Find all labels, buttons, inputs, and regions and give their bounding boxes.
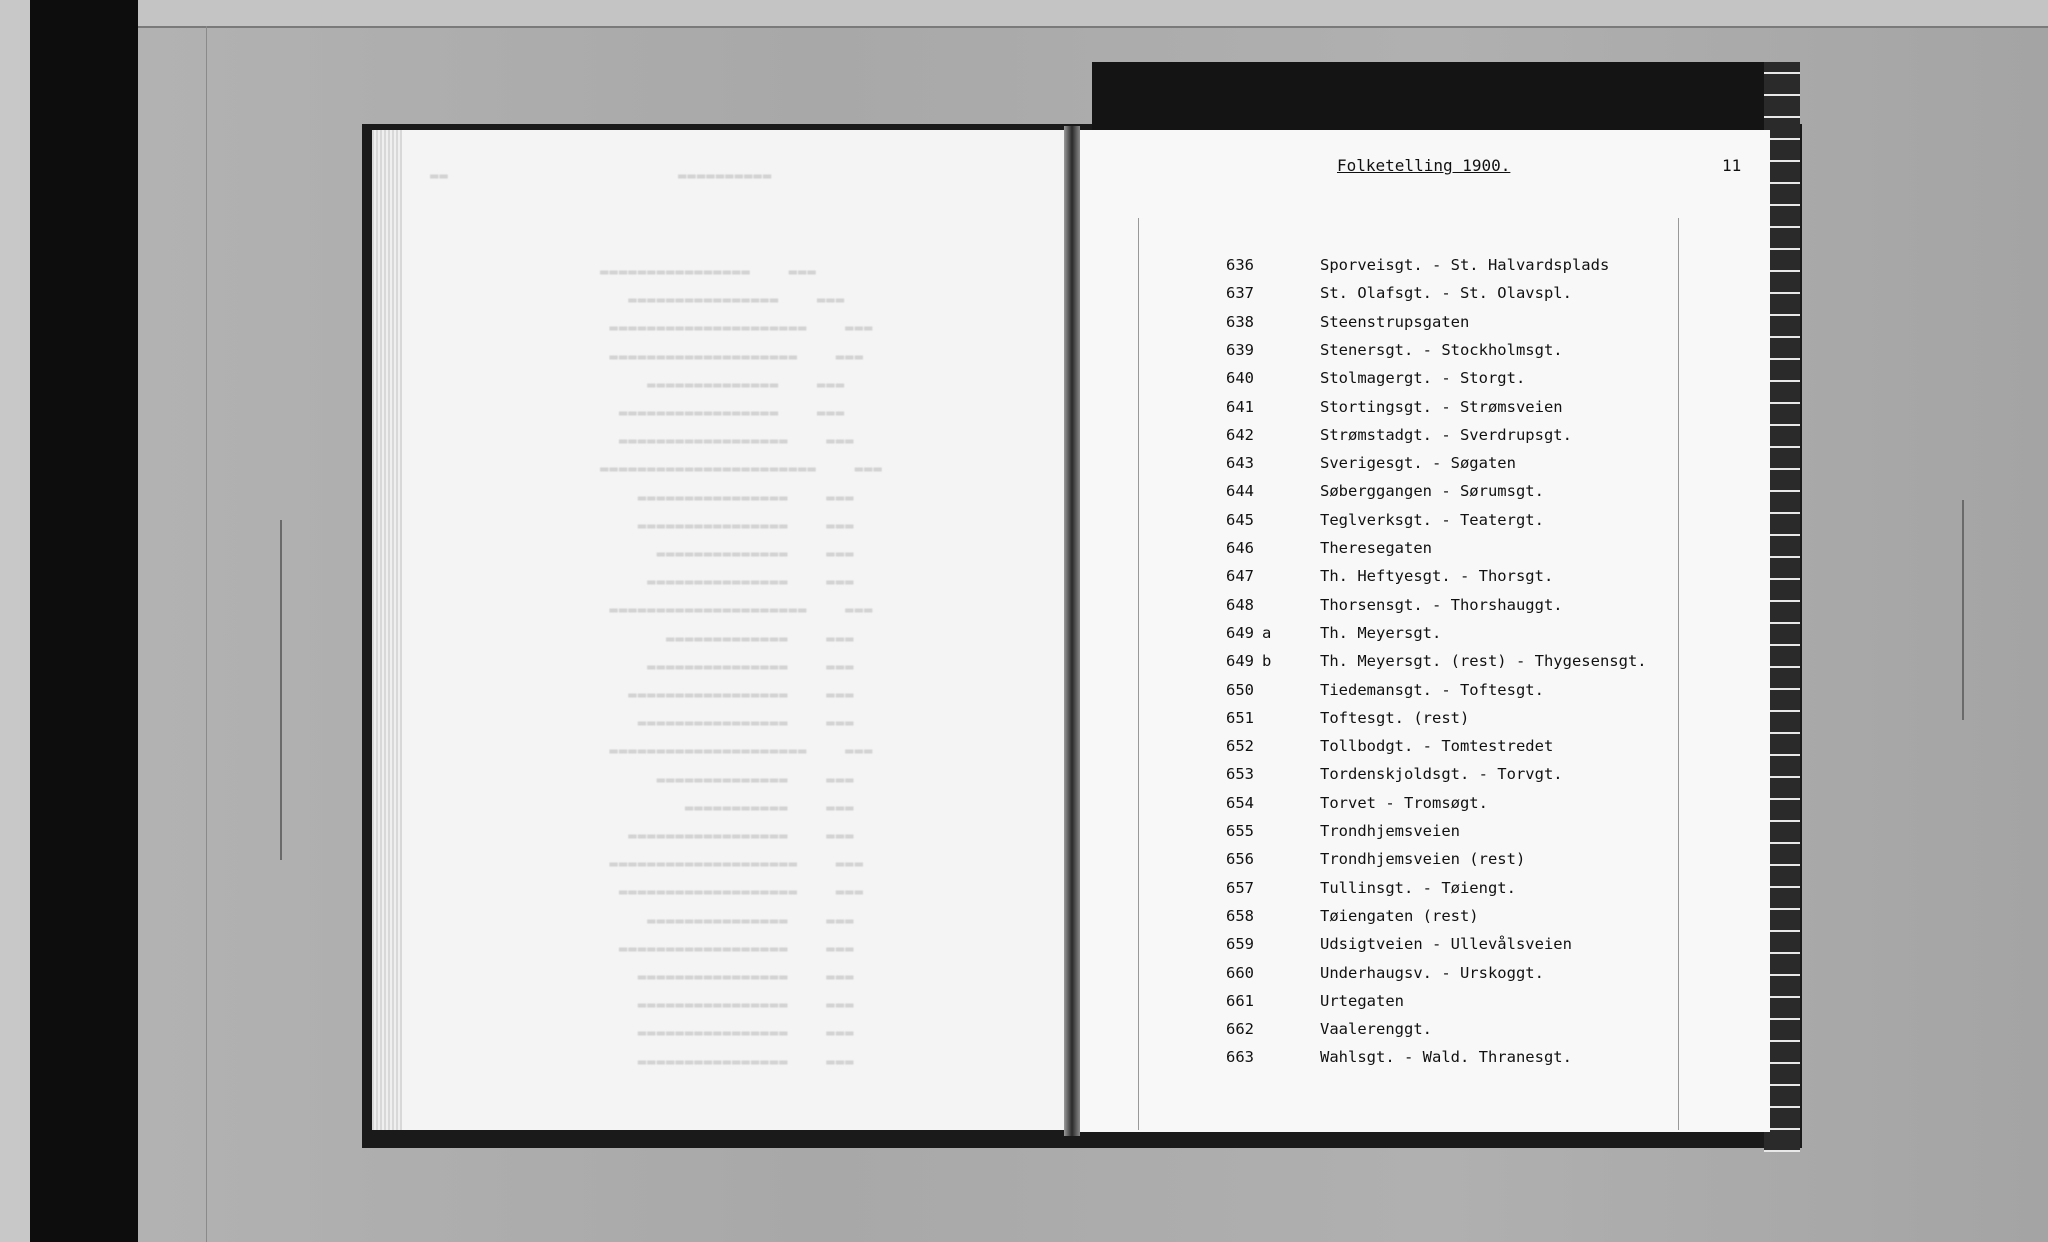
- entry-street-name: Tiedemansgt. - Toftesgt.: [1320, 680, 1544, 699]
- entry-street-name: Teglverksgt. - Teatergt.: [1320, 510, 1544, 529]
- entry-street-name: Th. Meyersgt. (rest) - Thygesensgt.: [1320, 652, 1647, 671]
- entry-street-name: Thorsensgt. - Thorshauggt.: [1320, 595, 1563, 614]
- entry-street-name: Steenstrupsgaten: [1320, 312, 1470, 331]
- list-item: [1226, 567, 1726, 595]
- list-item: [1226, 992, 1726, 1020]
- list-item: [1226, 426, 1726, 454]
- list-item: [1226, 596, 1726, 624]
- entry-street-name: Toftesgt. (rest): [1320, 708, 1470, 727]
- list-item: [1226, 850, 1726, 878]
- entry-number: 642: [1226, 425, 1254, 444]
- list-item: [1226, 398, 1726, 426]
- list-item: [1226, 765, 1726, 793]
- entry-street-name: Trondhjemsveien (rest): [1320, 850, 1526, 869]
- list-item: [1226, 681, 1726, 709]
- entry-number: 656: [1226, 850, 1254, 869]
- entry-number: 644: [1226, 482, 1254, 501]
- list-item: [1226, 652, 1726, 680]
- entry-number: 637: [1226, 284, 1254, 303]
- page-title: Folketelling 1900.: [1337, 156, 1511, 175]
- entry-street-name: Sverigesgt. - Søgaten: [1320, 454, 1516, 473]
- film-strip: [30, 0, 138, 1242]
- entry-number: 653: [1226, 765, 1254, 784]
- list-item: [1226, 313, 1726, 341]
- list-item: [1226, 256, 1726, 284]
- list-item: [1226, 482, 1726, 510]
- entry-number: 650: [1226, 680, 1254, 699]
- page-number: 11: [1722, 156, 1742, 175]
- left-page-edges: [372, 130, 402, 1130]
- list-item: [1226, 454, 1726, 482]
- list-item: [1226, 341, 1726, 369]
- entry-number: 636: [1226, 256, 1254, 274]
- entry-street-name: Theresegaten: [1320, 539, 1432, 557]
- list-item: [1226, 511, 1726, 539]
- entry-street-name: Strømstadgt. - Sverdrupsgt.: [1320, 425, 1572, 444]
- entry-number: 654: [1226, 793, 1254, 812]
- entry-number: 645: [1226, 510, 1254, 529]
- entry-number: 638: [1226, 312, 1254, 331]
- entry-number: 657: [1226, 878, 1254, 897]
- entry-number: 655: [1226, 822, 1254, 840]
- film-edge-top: [138, 0, 2048, 28]
- list-item: [1226, 737, 1726, 765]
- entry-street-name: Stortingsgt. - Strømsveien: [1320, 397, 1563, 416]
- list-item: [1226, 624, 1726, 652]
- film-edge-left: [0, 0, 30, 1242]
- entry-suffix: a: [1262, 623, 1272, 642]
- entry-street-name: Tollbodgt. - Tomtestredet: [1320, 737, 1554, 756]
- scan-line-vertical: [1962, 500, 1964, 720]
- entry-number: 649: [1226, 652, 1254, 671]
- list-item: [1226, 539, 1726, 567]
- list-item: [1226, 709, 1726, 737]
- entry-street-name: Udsigtveien - Ullevålsveien: [1320, 935, 1572, 954]
- entry-street-name: Torvet - Tromsøgt.: [1320, 793, 1488, 812]
- list-item: [1226, 964, 1726, 992]
- entry-street-name: Tullinsgt. - Tøiengt.: [1320, 878, 1516, 897]
- entry-street-name: Stenersgt. - Stockholmsgt.: [1320, 340, 1563, 359]
- entry-number: 647: [1226, 567, 1254, 586]
- list-item: [1226, 822, 1726, 850]
- bleed-through-header: ▬▬▬▬▬▬▬▬▬▬: [678, 168, 773, 184]
- list-item: [1226, 1020, 1726, 1048]
- entry-suffix: b: [1262, 652, 1272, 671]
- list-item: [1226, 369, 1726, 397]
- list-item: [1226, 935, 1726, 963]
- entry-street-name: St. Olafsgt. - St. Olavspl.: [1320, 284, 1572, 303]
- entry-street-name: Sporveisgt. - St. Halvardsplads: [1320, 256, 1610, 274]
- entry-number: 643: [1226, 454, 1254, 473]
- entry-street-name: Tøiengaten (rest): [1320, 906, 1479, 925]
- entry-street-name: Stolmagergt. - Storgt.: [1320, 369, 1526, 388]
- entry-street-name: Søberggangen - Sørumsgt.: [1320, 482, 1544, 501]
- entry-number: 652: [1226, 737, 1254, 756]
- entry-number: 641: [1226, 397, 1254, 416]
- entry-street-name: Urtegaten: [1320, 991, 1404, 1010]
- scan-line-vertical: [280, 520, 282, 860]
- bleed-through-lines: ▬▬▬▬▬▬▬▬▬▬▬▬▬▬▬▬ ▬▬▬ ▬▬▬▬▬▬▬▬▬▬▬▬▬▬▬▬ ▬▬▬ ▬▬▬▬▬▬▬▬▬▬▬▬▬▬▬▬▬▬▬▬▬ ▬▬▬ ▬▬▬▬▬▬▬▬▬▬▬▬▬▬▬▬▬▬▬▬ ▬▬▬ ▬▬▬▬▬▬▬▬▬▬▬▬▬▬ ▬▬▬ ▬▬▬▬▬▬▬▬▬▬▬▬▬▬▬▬▬ ▬▬▬ ▬▬▬▬▬▬▬▬▬▬▬▬▬▬▬▬▬▬ ▬▬▬ ▬▬▬▬▬▬▬▬▬▬▬▬▬▬▬▬▬▬▬▬▬▬▬ ▬▬▬ ▬▬▬▬▬▬▬▬▬▬▬▬▬▬▬▬ ▬▬▬ ▬▬▬▬▬▬▬▬▬▬▬▬▬▬▬▬ ▬▬▬ ▬▬▬▬▬▬▬▬▬▬▬▬▬▬ ▬▬▬ ▬▬▬▬▬▬▬▬▬▬▬▬▬▬▬ ▬▬▬ ▬▬▬▬▬▬▬▬▬▬▬▬▬▬▬▬▬▬▬▬▬ ▬▬▬ ▬▬▬▬▬▬▬▬▬▬▬▬▬ ▬▬▬ ▬▬▬▬▬▬▬▬▬▬▬▬▬▬▬ ▬▬▬ ▬▬▬▬▬▬▬▬▬▬▬▬▬▬▬▬▬ ▬▬▬ ▬▬▬▬▬▬▬▬▬▬▬▬▬▬▬▬ ▬▬▬ ▬▬▬▬▬▬▬▬▬▬▬▬▬▬▬▬▬▬▬▬▬ ▬▬▬ ▬▬▬▬▬▬▬▬▬▬▬▬▬▬ ▬▬▬ ▬▬▬▬▬▬▬▬▬▬▬ ▬▬▬ ▬▬▬▬▬▬▬▬▬▬▬▬▬▬▬▬▬ ▬▬▬ ▬▬▬▬▬▬▬▬▬▬▬▬▬▬▬▬▬▬▬▬ ▬▬▬ ▬▬▬▬▬▬▬▬▬▬▬▬▬▬▬▬▬▬▬ ▬▬▬ ▬▬▬▬▬▬▬▬▬▬▬▬▬▬▬ ▬▬▬ ▬▬▬▬▬▬▬▬▬▬▬▬▬▬▬▬▬▬ ▬▬▬ ▬▬▬▬▬▬▬▬▬▬▬▬▬▬▬▬ ▬▬▬ ▬▬▬▬▬▬▬▬▬▬▬▬▬▬▬▬ ▬▬▬ ▬▬▬▬▬▬▬▬▬▬▬▬▬▬▬▬ ▬▬▬ ▬▬▬▬▬▬▬▬▬▬▬▬▬▬▬▬ ▬▬▬: [600, 264, 883, 1070]
- entry-street-name: Wahlsgt. - Wald. Thranesgt.: [1320, 1048, 1572, 1067]
- list-item: [1226, 1048, 1726, 1076]
- list-item: [1226, 907, 1726, 935]
- list-item: [1226, 879, 1726, 907]
- entry-number: 651: [1226, 708, 1254, 727]
- entry-number: 661: [1226, 991, 1254, 1010]
- entry-number: 660: [1226, 963, 1254, 982]
- column-rule-left: [1138, 218, 1139, 1130]
- entry-number: 658: [1226, 906, 1254, 925]
- entry-street-name: Trondhjemsveien: [1320, 822, 1460, 840]
- list-item: [1226, 284, 1726, 312]
- entry-street-name: Th. Meyersgt.: [1320, 623, 1442, 642]
- entry-street-name: Th. Heftyesgt. - Thorsgt.: [1320, 567, 1554, 586]
- entry-number: 649: [1226, 623, 1254, 642]
- entry-number: 663: [1226, 1048, 1254, 1067]
- entry-street-name: Underhaugsv. - Urskoggt.: [1320, 963, 1544, 982]
- list-item: [1226, 794, 1726, 822]
- entry-number: 659: [1226, 935, 1254, 954]
- entry-number: 648: [1226, 595, 1254, 614]
- entry-number: 662: [1226, 1020, 1254, 1039]
- entry-street-name: Vaalerenggt.: [1320, 1020, 1432, 1039]
- entry-number: 639: [1226, 340, 1254, 359]
- entry-number: 646: [1226, 539, 1254, 557]
- book-gutter: [1064, 126, 1080, 1136]
- entry-number: 640: [1226, 369, 1254, 388]
- entry-street-name: Tordenskjoldsgt. - Torvgt.: [1320, 765, 1563, 784]
- scan-line-vertical: [206, 26, 207, 1242]
- bleed-through-page-number: ▬▬: [430, 168, 449, 184]
